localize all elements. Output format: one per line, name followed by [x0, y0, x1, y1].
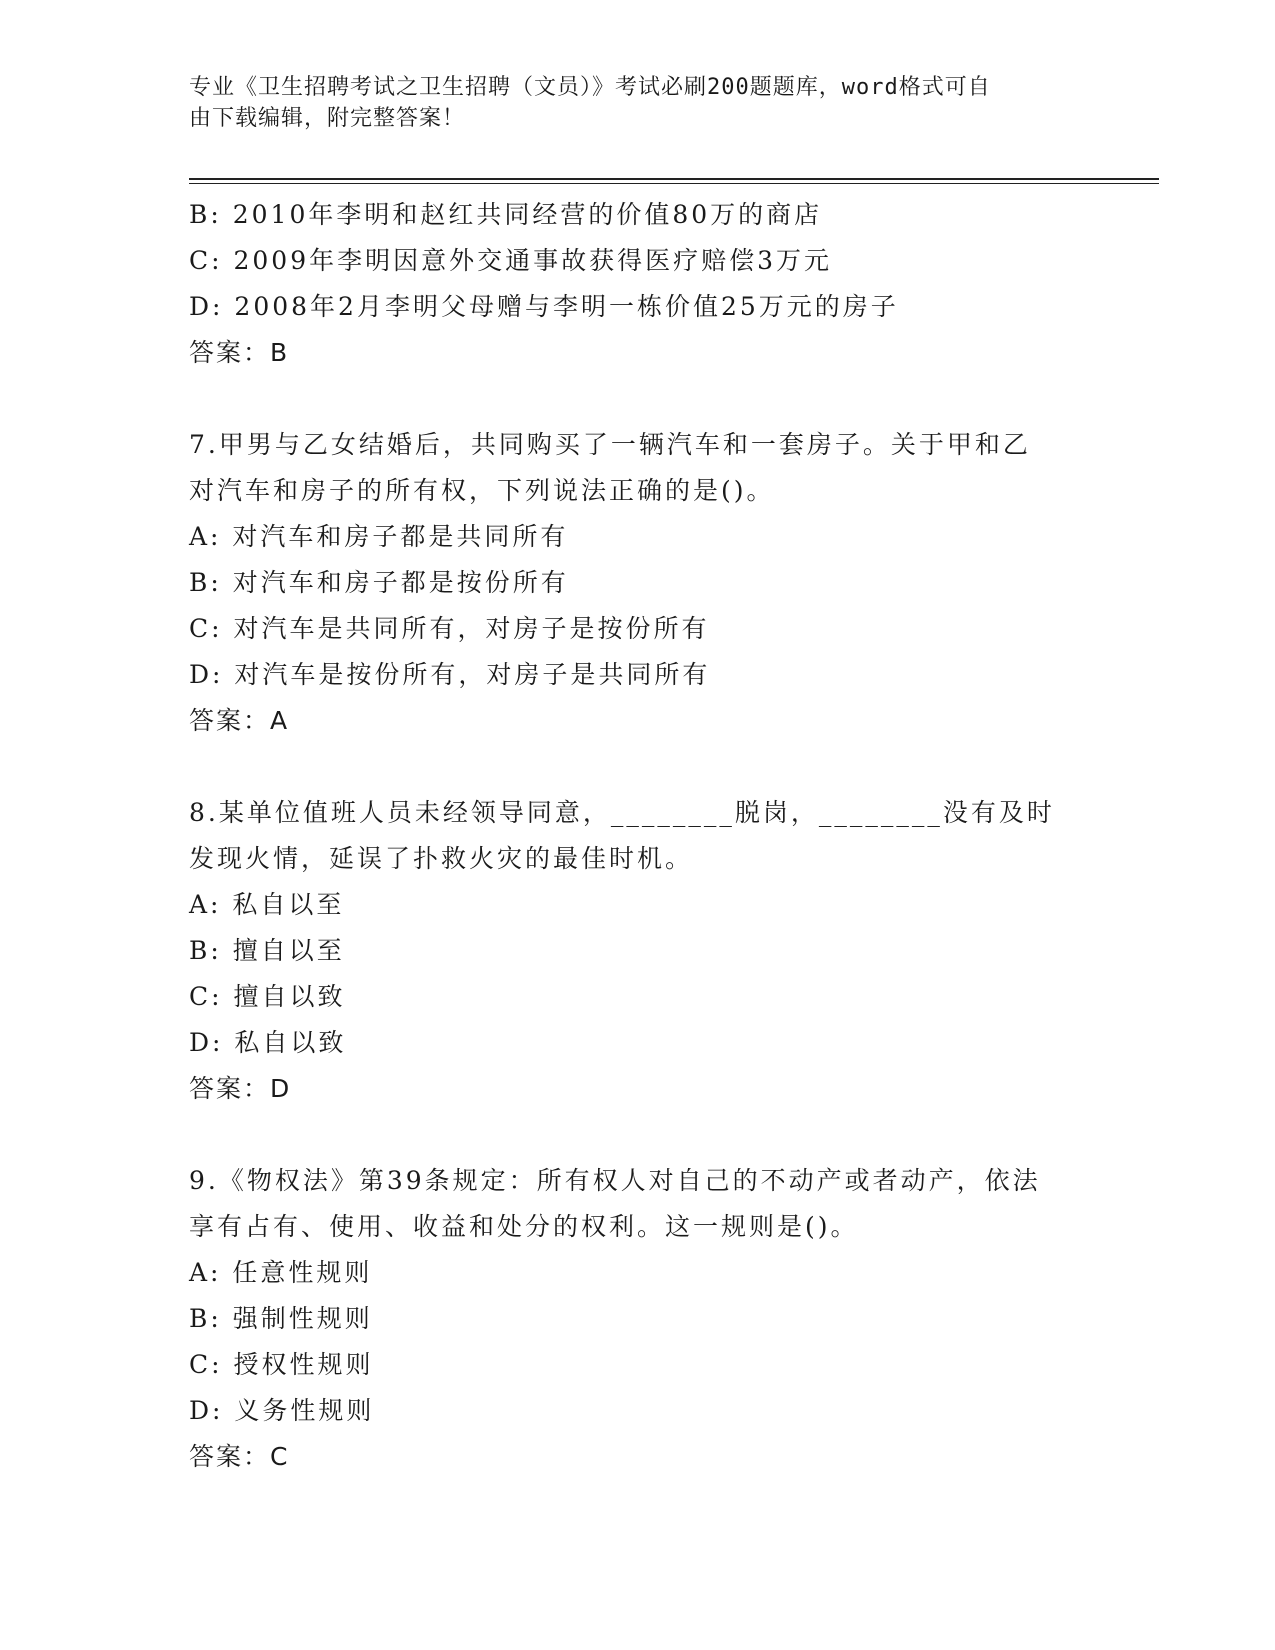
question-list [189, 192, 1089, 1480]
question-7 [189, 422, 1089, 744]
option-a: A: 私自以至 [189, 890, 345, 919]
option-b: B: 对汽车和房子都是按份所有 [189, 568, 569, 597]
question-stem-line: 对汽车和房子的所有权，下列说法正确的是()。 [189, 476, 775, 505]
option-c: C: 授权性规则 [189, 1350, 374, 1379]
question-stem-line: 8.某单位值班人员未经领导同意，________脱岗，________没有及时 [189, 798, 1055, 827]
option-b: B: 擅自以至 [189, 936, 345, 965]
option-b: B: 强制性规则 [189, 1304, 373, 1333]
question-6-continued [189, 192, 1089, 376]
question-stem-line: 享有占有、使用、收益和处分的权利。这一规则是()。 [189, 1212, 859, 1241]
answer-line: 答案：B [189, 338, 290, 367]
document-header [189, 72, 1089, 134]
question-stem-line: 7.甲男与乙女结婚后，共同购买了一辆汽车和一套房子。关于甲和乙 [189, 430, 1031, 459]
header-line-1: 专业《卫生招聘考试之卫生招聘（文员）》考试必刷200题题库，word格式可自 [189, 75, 991, 100]
question-stem-line: 9.《物权法》第39条规定：所有权人对自己的不动产或者动产，依法 [189, 1166, 1041, 1195]
answer-line: 答案：D [189, 1074, 292, 1103]
question-stem-line: 发现火情，延误了扑救火灾的最佳时机。 [189, 844, 694, 873]
answer-line: 答案：C [189, 1442, 290, 1471]
option-d: D: 义务性规则 [189, 1396, 375, 1425]
header-divider [189, 178, 1159, 180]
option-d: D: 对汽车是按份所有，对房子是共同所有 [189, 660, 711, 689]
question-9 [189, 1158, 1089, 1480]
option-a: A: 对汽车和房子都是共同所有 [189, 522, 569, 551]
header-line-2: 由下载编辑，附完整答案！ [189, 106, 466, 131]
option-c: C: 擅自以致 [189, 982, 346, 1011]
option-a: A: 任意性规则 [189, 1258, 373, 1287]
option-d: D: 2008年2月李明父母赠与李明一栋价值25万元的房子 [189, 292, 899, 321]
option-c: C: 2009年李明因意外交通事故获得医疗赔偿3万元 [189, 246, 833, 275]
option-b: B: 2010年李明和赵红共同经营的价值80万的商店 [189, 200, 823, 229]
question-8 [189, 790, 1089, 1112]
answer-line: 答案：A [189, 706, 290, 735]
option-d: D: 私自以致 [189, 1028, 347, 1057]
header-divider-thin [189, 183, 1159, 184]
option-c: C: 对汽车是共同所有，对房子是按份所有 [189, 614, 710, 643]
